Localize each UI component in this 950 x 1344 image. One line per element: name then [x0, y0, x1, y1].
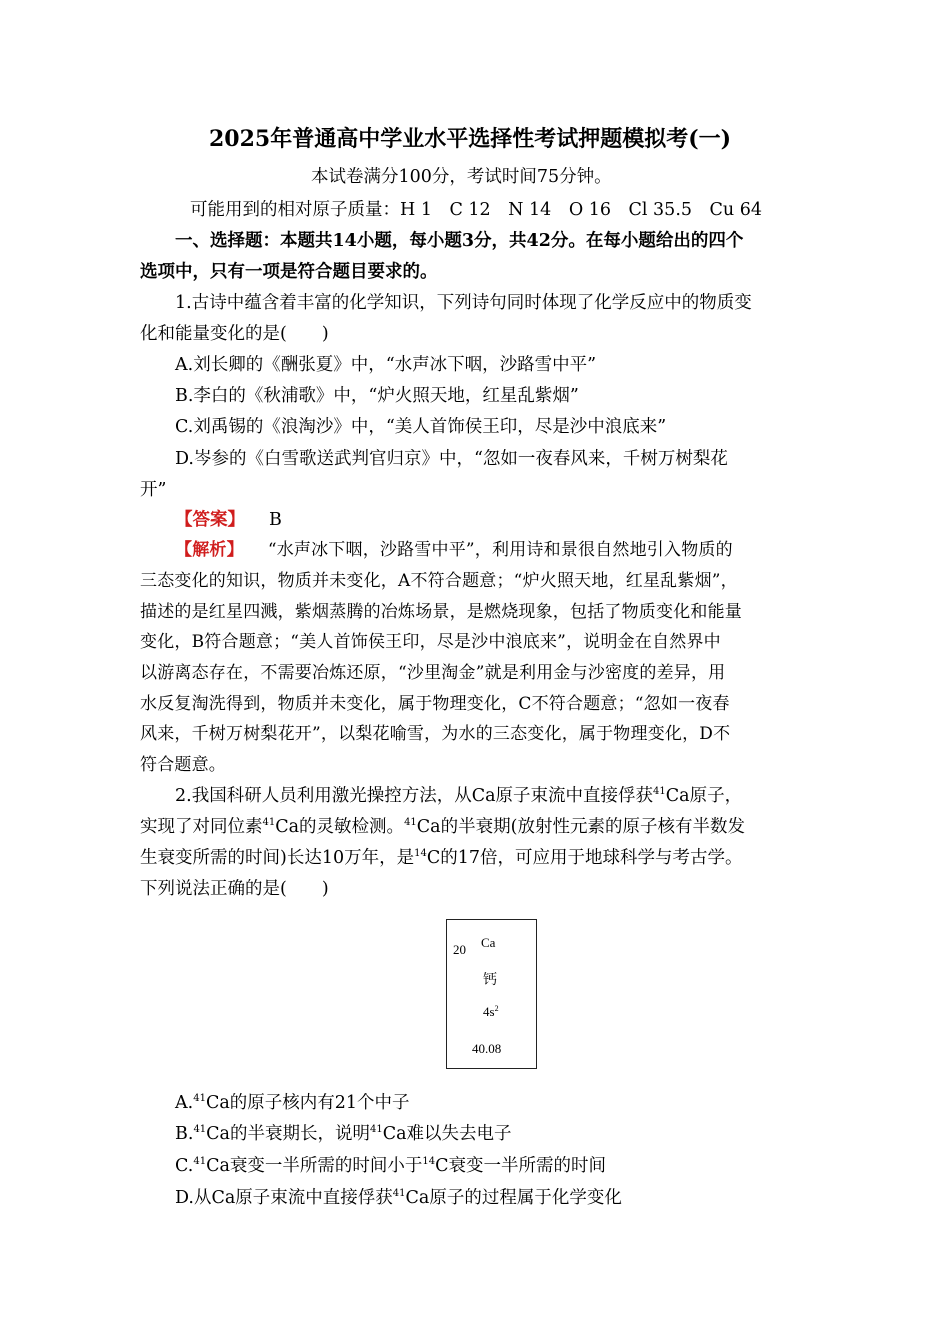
periodic-element-card [446, 919, 537, 1069]
answer-value: B [269, 510, 282, 530]
q1-analysis-line4: 变化，B符合题意；“美人首饰侯王印，尽是沙中浪底来”，说明金在自然界中 [140, 632, 721, 652]
q1-option-c: C.刘禹锡的《浪淘沙》中，“美人首饰侯王印，尽是沙中浪底来” [175, 417, 667, 437]
analysis-tag: 【解析】 [175, 540, 244, 560]
element-name: 钙 [483, 972, 497, 988]
q1-analysis-line5: 以游离态存在，不需要冶炼还原，“沙里淘金”就是利用金与沙密度的差异，用 [140, 663, 726, 683]
q2-stem-line1: 2.我国科研人员利用激光操控方法，从Ca原子束流中直接俘获$^{41}$Ca原子， [175, 786, 743, 806]
q1-stem-line1: 1.古诗中蕴含着丰富的化学知识，下列诗句同时体现了化学反应中的物质变 [175, 293, 752, 313]
q1-analysis-line6: 水反复淘洗得到，物质并未变化，属于物理变化，C不符合题意；“忽如一夜春 [140, 694, 730, 714]
q1-stem-line2: 化和能量变化的是( ) [140, 324, 329, 344]
q1-option-d-line1: D.岑参的《白雪歌送武判官归京》中，“忽如一夜春风来，千树万树梨花 [175, 449, 728, 469]
element-symbol: Ca [481, 935, 496, 950]
q2-stem-line4: 下列说法正确的是( ) [140, 879, 329, 899]
atomic-mass: 40.08 [472, 1041, 502, 1056]
exam-info: 本试卷满分100分，考试时间75分钟。 [311, 167, 612, 187]
q1-analysis-line1: 【解析】 “水声冰下咽，沙路雪中平”，利用诗和景很自然地引入物质的 [175, 540, 733, 560]
q1-option-a: A.刘长卿的《酬张夏》中，“水声冰下咽，沙路雪中平” [175, 355, 597, 375]
section-heading-line2: 选项中，只有一项是符合题目要求的。 [140, 262, 438, 282]
q1-answer-line [175, 508, 282, 532]
electron-config: $4s^2$ [483, 1004, 499, 1019]
q2-option-d: D.从Ca原子束流中直接俘获$^{41}$Ca原子的过程属于化学变化 [175, 1188, 622, 1208]
q1-analysis-line7: 风来，千树万树梨花开”，以梨花喻雪，为水的三态变化，属于物理变化，D不 [140, 724, 731, 744]
q2-option-c: C.$^{41}$Ca衰变一半所需的时间小于$^{14}$C衰变一半所需的时间 [175, 1156, 607, 1176]
atomic-number: 20 [453, 942, 466, 957]
exam-title: 2025年普通高中学业水平选择性考试押题模拟考(一) [209, 126, 732, 152]
section-heading-line1: 一、选择题：本题共14小题，每小题3分，共42分。在每小题给出的四个 [175, 231, 744, 251]
q1-analysis-line3: 描述的是红星四溅，紫烟蒸腾的冶炼场景，是燃烧现象，包括了物质变化和能量 [140, 602, 742, 622]
q1-analysis-line8: 符合题意。 [140, 755, 226, 775]
q2-stem-line3: 生衰变所需的时间)长达10万年，是$^{14}$C的17倍，可应用于地球科学与考古学。 [140, 848, 743, 868]
q1-analysis-line2: 三态变化的知识，物质并未变化，A不符合题意；“炉火照天地，红星乱紫烟”， [140, 571, 738, 591]
q2-stem-line2: 实现了对同位素$^{41}$Ca的灵敏检测。$^{41}$Ca的半衰期(放射性元素的原子核有半数发 [140, 817, 745, 837]
answer-tag: 【答案】 [175, 510, 245, 530]
q1-option-d-line2: 开” [140, 480, 167, 500]
q2-option-a: A.$^{41}$Ca的原子核内有21个中子 [175, 1093, 410, 1113]
q2-option-b: B.$^{41}$Ca的半衰期长，说明$^{41}$Ca难以失去电子 [175, 1124, 512, 1144]
q1-option-b: B.李白的《秋浦歌》中，“炉火照天地，红星乱紫烟” [175, 386, 579, 406]
atomic-mass-line: 可能用到的相对原子质量：H 1 C 12 N 14 O 16 Cl 35.5 Cu 64 [190, 200, 763, 220]
